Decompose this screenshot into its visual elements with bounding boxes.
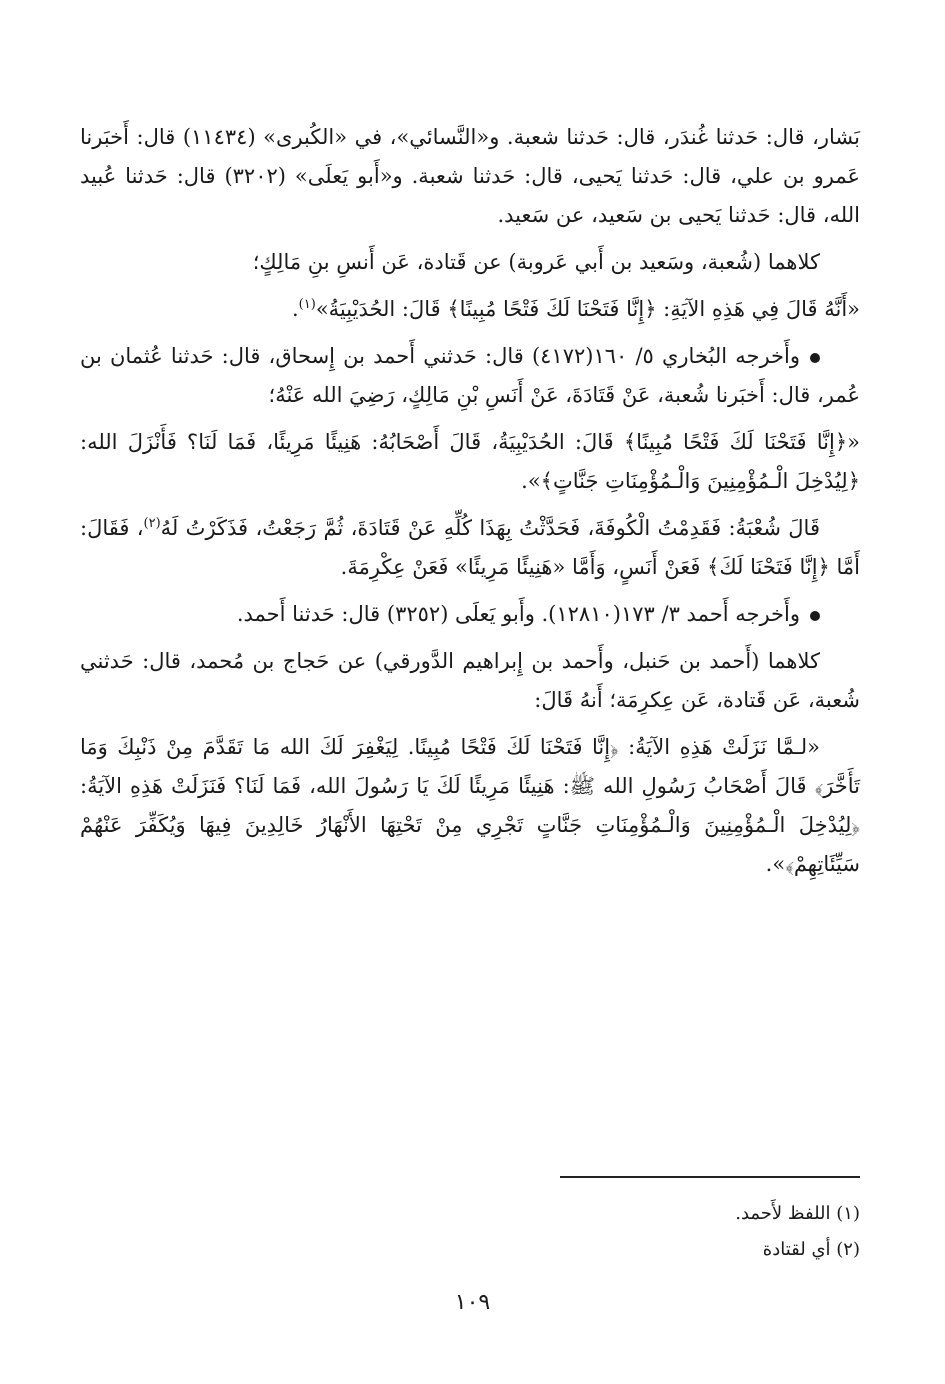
paragraph-ahmad [80,595,860,634]
paragraph-shuba-statement [80,509,860,587]
footnote-ref-2: (٢) [143,516,161,531]
paragraph-hadith-text-3: «لـمَّا نَزَلَتْ هَذِهِ الآيَةُ: ﴿إِنَّا فَتَحْنَا لَكَ فَتْحًا مُبِينًا. لِيَغْفِرَ لَكَ الله مَا تَقَدَّمَ مِنْ ذَنْبِكَ وَمَا تَأَخَّرَ﴾ قَالَ أَصْحَابُ رَسُولِ الله ﷺ: هَنِيئًا مَرِيئًا لَكَ يَا رَسُولَ الله، فَمَا لَنَا؟ فَنَزَلَتْ هَذِهِ الآيَةُ: ﴿لِيُدْخِلَ الْـمُؤْمِنِينَ وَالْـمُؤْمِنَاتِ جَنَّاتٍ تَجْرِي مِنْ تَحْتِهَا الأَنْهَارُ خَالِدِينَ فِيهَا وَيُكَفِّرَ عَنْهُمْ سَيِّئَاتِهِمْ﴾». [80,735,860,876]
footnote-2: (٢) أي لقتادة [762,1239,860,1260]
shuba-text-part-2: ، فَقَالَ: أَمَّا ﴿إِنَّا فَتَحْنَا لَكَ﴾ فَعَنْ أَنَسٍ، وَأَمَّا «هَنِيئًا مَرِيئًا» فَعَنْ عِكْرِمَةَ. [80,516,860,579]
ahmad-text: وأَخرجه أَحمد ٣/ ١٧٣(١٢٨١٠). وأَبو يَعلَى (٣٢٥٢) قال: حَدثنا أَحمد. [236,602,800,626]
bullet-icon [810,611,820,621]
footnote-divider [560,1176,860,1178]
footnotes [80,1196,860,1268]
paragraph-both-narrators-1: كلاهما (شُعبة، وسَعيد بن أَبي عَروبة) عن قَتادة، عَن أَنسِ بنِ مَالِكٍ؛ [252,250,820,274]
paragraph-sources-1: بَشار، قال: حَدثنا غُندَر، قال: حَدثنا شعبة. و«النَّسائي»، في «الكُبرى» (١١٤٣٤) قال: أَخبَرنا عَمرو بن علي، قال: حَدثنا يَحيى، قال: حَدثنا شعبة. و«أَبو يَعلَى» (٣٢٠٢) قال: حَدثنا عُبيد الله، قال: حَدثنا يَحيى بن سَعيد، عن سَعيد. [80,125,860,227]
footnote-ref-1: (١) [298,297,316,312]
paragraph-bukhari [80,337,860,415]
footnote-1: (١) اللفظ لأَحمد. [735,1203,860,1224]
paragraph-hadith-text-1: «أَنَّهُ قَالَ فِي هَذِهِ الآيَةِ: ﴿إِنَّا فَتَحْنَا لَكَ فَتْحًا مُبِينًا﴾ قَالَ: الحُدَيْبِيَةُ»$^{(١)}$. [291,297,860,321]
paragraph-hadith-text-2: «﴿إِنَّا فَتَحْنَا لَكَ فَتْحًا مُبِينًا﴾ قَالَ: الحُدَيْبِيَةُ، قَالَ أَصْحَابُهُ: هَنِيئًا مَرِيئًا، فَمَا لَنَا؟ فَأَنْزَلَ الله: ﴿لِيُدْخِلَ الْـمُؤْمِنِينَ وَالْـمُؤْمِنَاتِ جَنَّاتٍ﴾». [80,430,860,493]
paragraph-both-narrators-2: كلاهما (أَحمد بن حَنبل، وأَحمد بن إِبراهيم الدَّورقي) عن حَجاج بن مُحمد، قال: حَدثني شُعبة، عَن قَتادة، عَن عِكرِمَة؛ أَنهُ قَالَ: [80,649,860,712]
page-number: ١٠٩ [454,1290,491,1315]
main-text [80,118,860,892]
bullet-icon [810,353,820,363]
bukhari-text: وأَخرجه البُخاري ٥/ ١٦٠(٤١٧٢) قال: حَدثني أَحمد بن إِسحاق، قال: حَدثنا عُثمان بن عُمر، قال: أَخبَرنا شُعبة، عَنْ قَتَادَةَ، عَنْ أَنَسِ بْنِ مَالِكٍ، رَضِيَ الله عَنْهُ؛ [80,344,860,407]
shuba-text-part-1: قَالَ شُعْبَةُ: فَقَدِمْتُ الْكُوفَةَ، فَحَدَّثْتُ بِهَذَا كُلِّهِ عَنْ قَتَادَةَ، ثُمَّ رَجَعْتُ، فَذَكَرْتُ لَهُ [160,516,820,540]
hadith-text-1: «أَنَّهُ قَالَ فِي هَذِهِ الآيَةِ: ﴿إِنَّا فَتَحْنَا لَكَ فَتْحًا مُبِينًا﴾ قَالَ: الحُدَيْبِيَةُ» [315,297,860,321]
